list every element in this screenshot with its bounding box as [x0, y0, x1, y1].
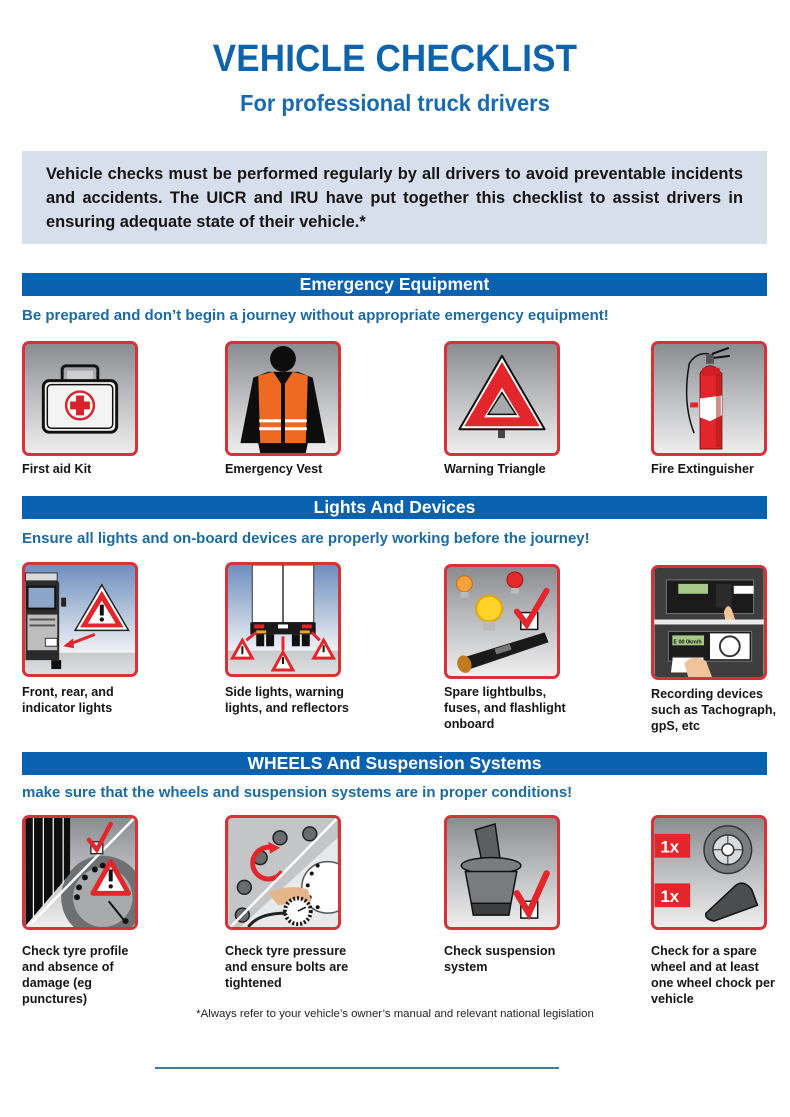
tachograph-icon [651, 565, 767, 680]
first-aid-kit-icon [22, 341, 138, 456]
item-label: First aid Kit [22, 462, 92, 476]
item-label: Check tyre pressure and ensure bolts are tightened [225, 944, 349, 990]
lightbulbs-flashlight-icon [444, 564, 560, 679]
item-label: Side lights, warning lights, and reflectors [225, 685, 349, 715]
tyre-profile-icon [22, 815, 138, 930]
section-tagline-emergency-equipment: Be prepared and don’t begin a journey without appropriate emergency equipment! [22, 307, 609, 324]
footnote: *Always refer to your vehicle’s owner’s manual and relevant national legislation [196, 1008, 594, 1020]
section-tagline-lights-and-devices: Ensure all lights and on-board devices are properly working before the journey! [22, 530, 590, 547]
wheel-chock-count-badge: 1x [660, 887, 680, 907]
item-label: Check suspension system [444, 944, 556, 974]
item-label: Check tyre profile and absence of damage (eg punctures) [22, 944, 129, 1006]
truck-front-lights-icon [22, 562, 138, 677]
section-header-emergency-equipment: Emergency Equipment [22, 273, 767, 296]
section-tagline-wheels-and-suspension: make sure that the wheels and suspension systems are in proper conditions! [22, 784, 573, 801]
spare-wheel-count-badge: 1x [660, 837, 680, 857]
suspension-icon [444, 815, 560, 930]
section-header-wheels-and-suspension: WHEELS And Suspension Systems [22, 752, 767, 775]
item-label: Emergency Vest [225, 462, 323, 476]
fire-extinguisher-icon [651, 341, 767, 456]
intro-box [22, 151, 767, 244]
item-label: Warning Triangle [444, 462, 546, 476]
tyre-pressure-bolts-icon [225, 815, 341, 930]
spare-wheel-chock-icon [651, 815, 767, 930]
item-label: Recording devices such as Tachograph, gpS, etc [651, 687, 777, 733]
item-label: Fire Extinguisher [651, 462, 754, 476]
footer-divider [155, 1067, 559, 1069]
emergency-vest-icon [225, 341, 341, 456]
intro-text: Vehicle checks must be performed regularly by all drivers to avoid preventable incidents and accidents. The UICR and IRU have put together this checklist to assist drivers in ensuring adequate state of their vehicle.* [46, 165, 743, 231]
trailer-rear-lights-icon [225, 562, 341, 677]
page-subtitle: For professional truck drivers [240, 90, 550, 116]
tachograph-screen-text: E 00 0km/h [673, 639, 702, 646]
page-title: VEHICLE CHECKLIST [212, 38, 578, 80]
item-label: Spare lightbulbs, fuses, and flashlight onboard [444, 685, 566, 731]
section-header-lights-and-devices: Lights And Devices [22, 496, 767, 519]
warning-triangle-icon [444, 341, 560, 456]
item-label: Check for a spare wheel and at least one wheel chock per vehicle [651, 944, 775, 1006]
item-label: Front, rear, and indicator lights [22, 685, 114, 715]
